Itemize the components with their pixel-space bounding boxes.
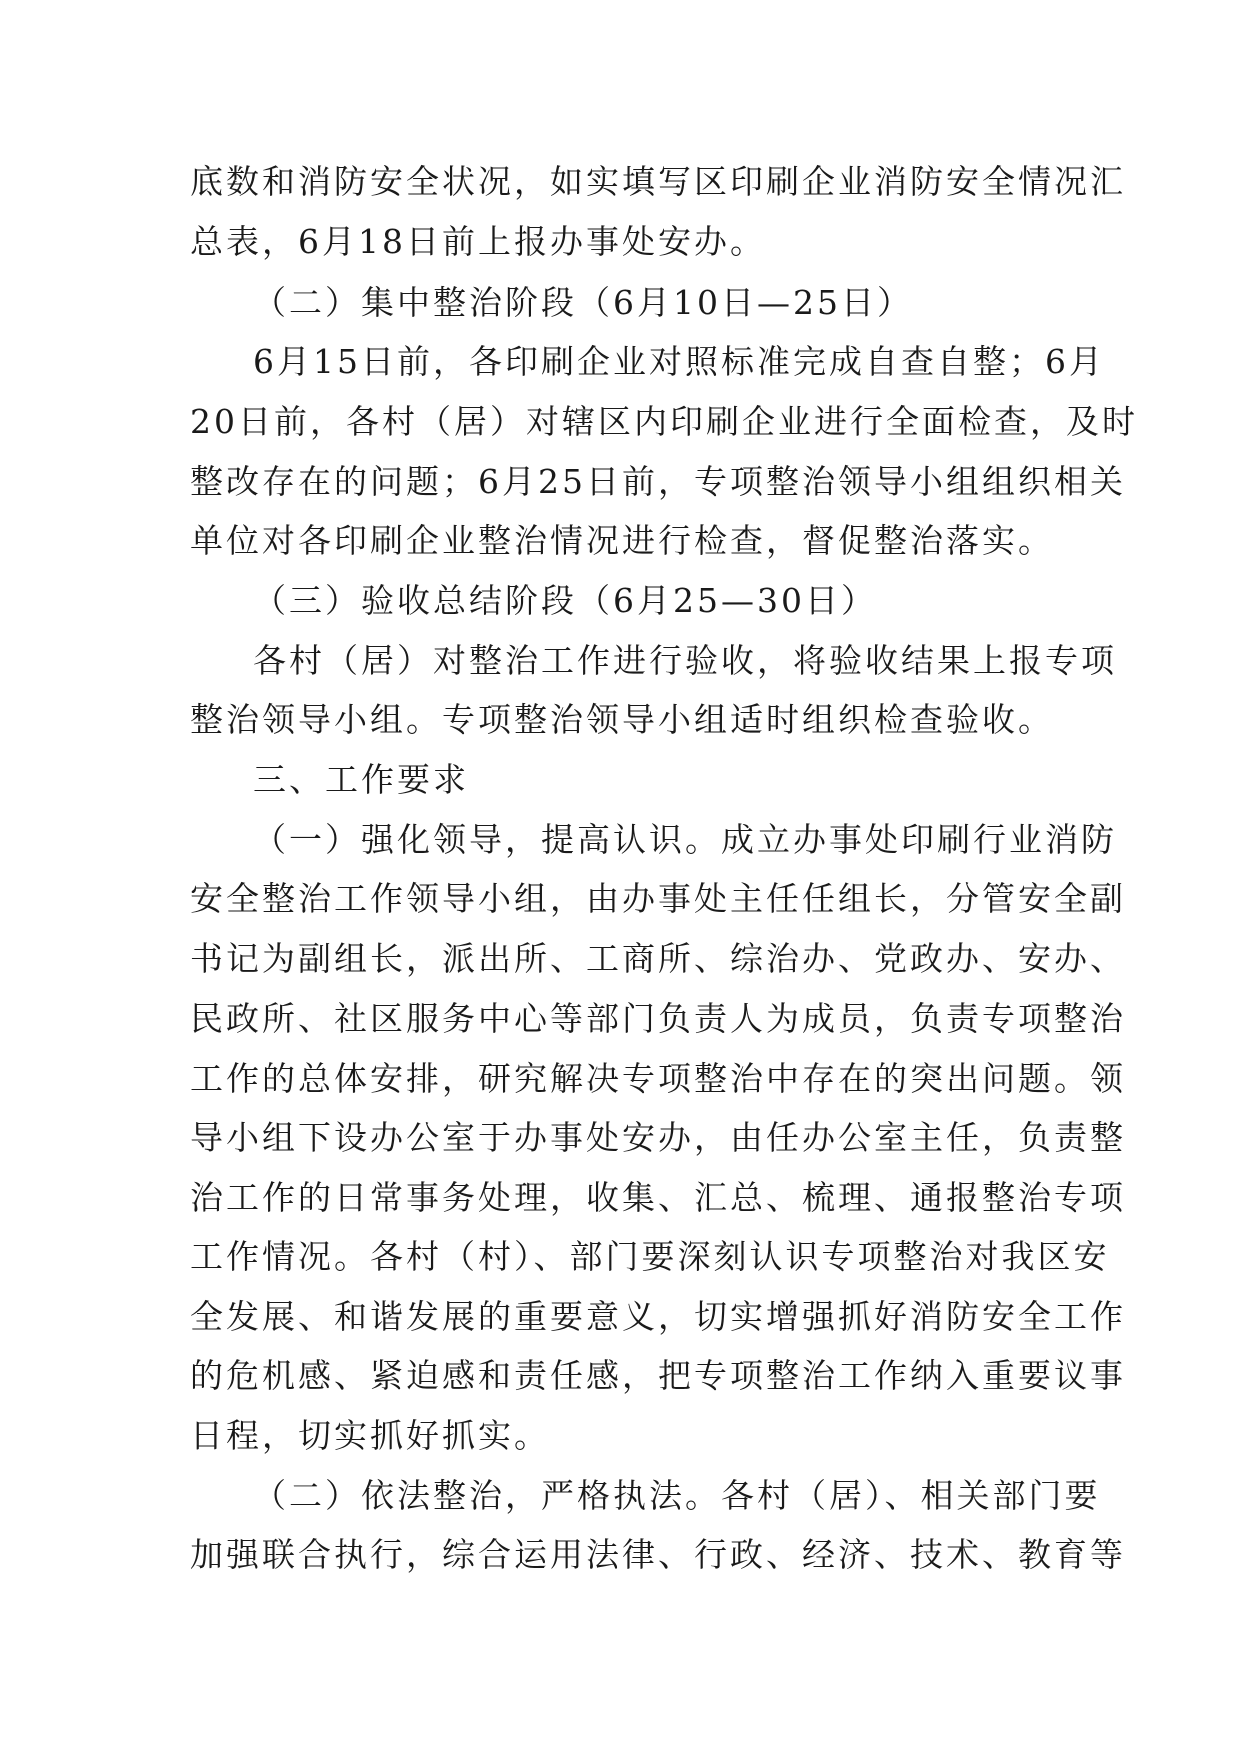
text-line: 民政所、社区服务中心等部门负责人为成员，负责专项整治: [190, 999, 1126, 1038]
text-line: 各村（居）对整治工作进行验收，将验收结果上报专项: [253, 641, 1117, 680]
text-line: 治工作的日常事务处理，收集、汇总、梳理、通报整治专项: [190, 1178, 1126, 1217]
text-line: 日程，切实抓好抓实。: [190, 1416, 550, 1455]
section-heading: 三、工作要求: [253, 760, 469, 799]
text-line: 工作的总体安排，研究解决专项整治中存在的突出问题。领: [190, 1059, 1126, 1098]
text-line: 单位对各印刷企业整治情况进行检查，督促整治落实。: [190, 521, 1054, 560]
text-line: 加强联合执行，综合运用法律、行政、经济、技术、教育等: [190, 1535, 1126, 1574]
text-line: 6月15日前，各印刷企业对照标准完成自查自整；6月: [253, 342, 1105, 381]
text-line: 总表，6月18日前上报办事处安办。: [190, 222, 766, 261]
text-line: 的危机感、紧迫感和责任感，把专项整治工作纳入重要议事: [190, 1356, 1126, 1395]
text-line: 全发展、和谐发展的重要意义，切实增强抓好消防安全工作: [190, 1297, 1126, 1336]
text-line: 底数和消防安全状况，如实填写区印刷企业消防安全情况汇: [190, 162, 1126, 201]
text-line: 书记为副组长，派出所、工商所、综治办、党政办、安办、: [190, 939, 1126, 978]
text-line: 导小组下设办公室于办事处安办，由任办公室主任，负责整: [190, 1118, 1126, 1157]
section-heading: （二）集中整治阶段（6月10日—25日）: [253, 283, 913, 322]
text-line: 整改存在的问题；6月25日前，专项整治领导小组组织相关: [190, 462, 1126, 501]
text-line: 工作情况。各村（村）、部门要深刻认识专项整治对我区安: [190, 1237, 1110, 1276]
text-line: （一）强化领导，提高认识。成立办事处印刷行业消防: [253, 820, 1117, 859]
text-line: 20日前，各村（居）对辖区内印刷企业进行全面检查，及时: [190, 402, 1138, 441]
text-line: （二）依法整治，严格执法。各村（居）、相关部门要: [253, 1476, 1101, 1515]
text-line: 整治领导小组。专项整治领导小组适时组织检查验收。: [190, 700, 1054, 739]
text-line: 安全整治工作领导小组，由办事处主任任组长，分管安全副: [190, 879, 1126, 918]
section-heading: （三）验收总结阶段（6月25—30日）: [253, 581, 877, 620]
